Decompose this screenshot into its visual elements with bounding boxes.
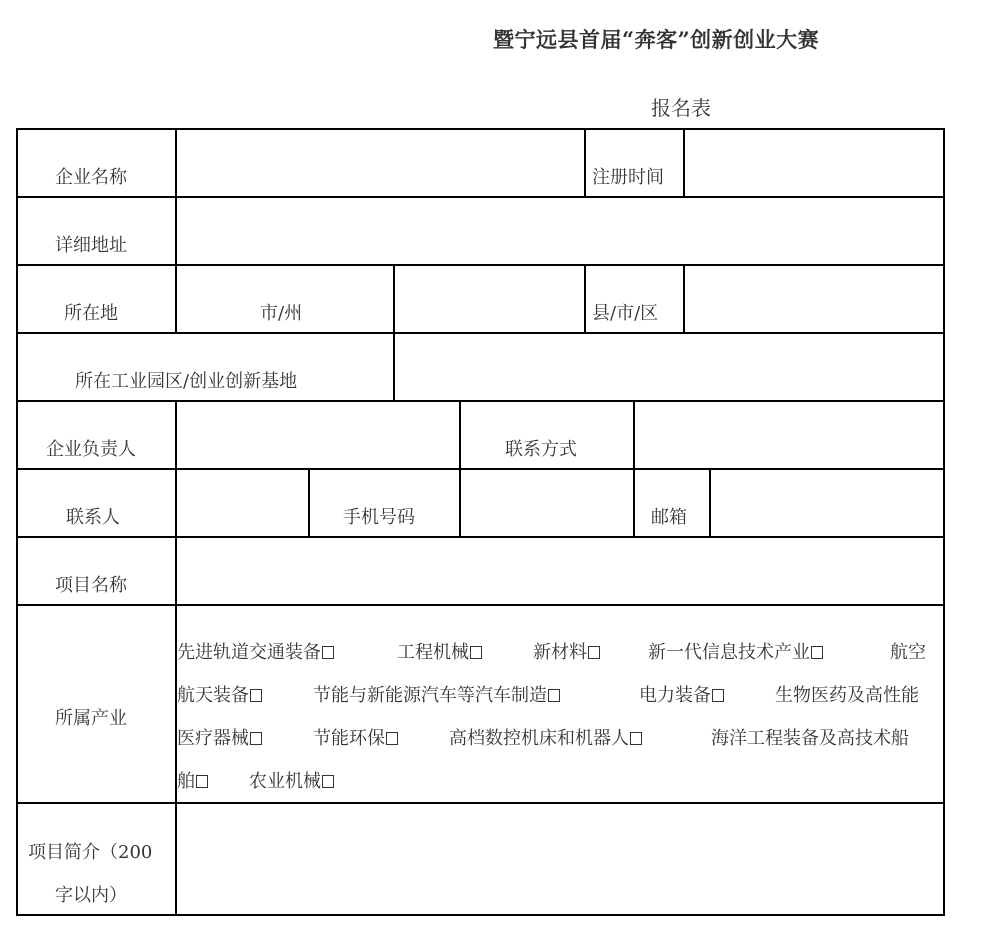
intro-label-line2: 字以内）	[55, 885, 127, 906]
industry-option[interactable]: 节能环保	[313, 724, 398, 750]
address-field[interactable]	[177, 198, 945, 264]
industry-option[interactable]: 高档数控机床和机器人	[449, 724, 642, 750]
register-time-label: 注册时间	[592, 167, 664, 188]
checkbox-icon[interactable]	[250, 732, 262, 745]
column-divider	[633, 468, 635, 536]
industry-option[interactable]: 舶	[177, 767, 208, 793]
checkbox-icon[interactable]	[196, 775, 208, 788]
email-label: 邮箱	[651, 507, 687, 528]
project-name-label: 项目名称	[55, 575, 127, 596]
county-name-field[interactable]	[395, 266, 584, 332]
industry-option[interactable]: 农业机械	[249, 767, 334, 793]
company-name-label: 企业名称	[55, 167, 127, 188]
checkbox-icon[interactable]	[548, 689, 560, 702]
industry-option-text: 航空	[890, 642, 926, 663]
checkbox-icon[interactable]	[811, 646, 823, 659]
company-name-field[interactable]	[177, 130, 584, 196]
intro-label-line1: 项目简介（200	[28, 842, 153, 863]
address-label: 详细地址	[55, 235, 127, 256]
industry-option[interactable]: 工程机械	[397, 638, 482, 664]
industry-option[interactable]: 新一代信息技术产业	[648, 638, 823, 664]
column-divider	[584, 130, 586, 196]
intro-field[interactable]	[177, 804, 945, 916]
industry-option[interactable]: 电力装备	[639, 681, 724, 707]
checkbox-icon[interactable]	[712, 689, 724, 702]
city-field[interactable]	[177, 266, 393, 332]
location-label: 所在地	[64, 303, 118, 324]
register-time-field[interactable]	[685, 130, 945, 196]
county-field[interactable]	[685, 266, 945, 332]
leader-field[interactable]	[177, 402, 459, 468]
mobile-label: 手机号码	[343, 507, 415, 528]
industry-label: 所属产业	[55, 708, 127, 729]
park-label: 所在工业园区/创业创新基地	[75, 371, 298, 392]
checkbox-icon[interactable]	[470, 646, 482, 659]
park-field[interactable]	[395, 334, 945, 400]
project-name-field[interactable]	[177, 538, 945, 604]
row-divider	[18, 604, 943, 606]
contact-method-label: 联系方式	[505, 439, 577, 460]
leader-label: 企业负责人	[46, 439, 136, 460]
industry-option[interactable]: 先进轨道交通装备	[177, 638, 334, 664]
industry-option[interactable]: 医疗器械	[177, 724, 262, 750]
industry-option-text: 生物医药及高性能	[775, 685, 919, 706]
checkbox-icon[interactable]	[588, 646, 600, 659]
industry-option[interactable]: 节能与新能源汽车等汽车制造	[313, 681, 560, 707]
checkbox-icon[interactable]	[322, 775, 334, 788]
contact-method-field[interactable]	[635, 402, 945, 468]
column-divider	[584, 264, 586, 332]
checkbox-icon[interactable]	[250, 689, 262, 702]
checkbox-icon[interactable]	[322, 646, 334, 659]
checkbox-icon[interactable]	[386, 732, 398, 745]
mobile-field[interactable]	[461, 470, 633, 536]
industry-option[interactable]: 航天装备	[177, 681, 262, 707]
industry-option-text: 海洋工程装备及高技术船	[711, 728, 909, 749]
contact-person-label: 联系人	[66, 507, 120, 528]
industry-option[interactable]: 新材料	[533, 638, 600, 664]
contact-person-field[interactable]	[177, 470, 308, 536]
checkbox-icon[interactable]	[630, 732, 642, 745]
city-label: 市/州	[260, 303, 303, 324]
registration-form	[16, 128, 945, 916]
form-subtitle: 报名表	[651, 96, 711, 120]
email-field[interactable]	[711, 470, 945, 536]
column-divider	[459, 400, 461, 468]
column-divider	[308, 468, 310, 536]
page-title: 暨宁远县首届“奔客”创新创业大赛	[493, 27, 820, 52]
county-label: 县/市/区	[592, 303, 659, 324]
